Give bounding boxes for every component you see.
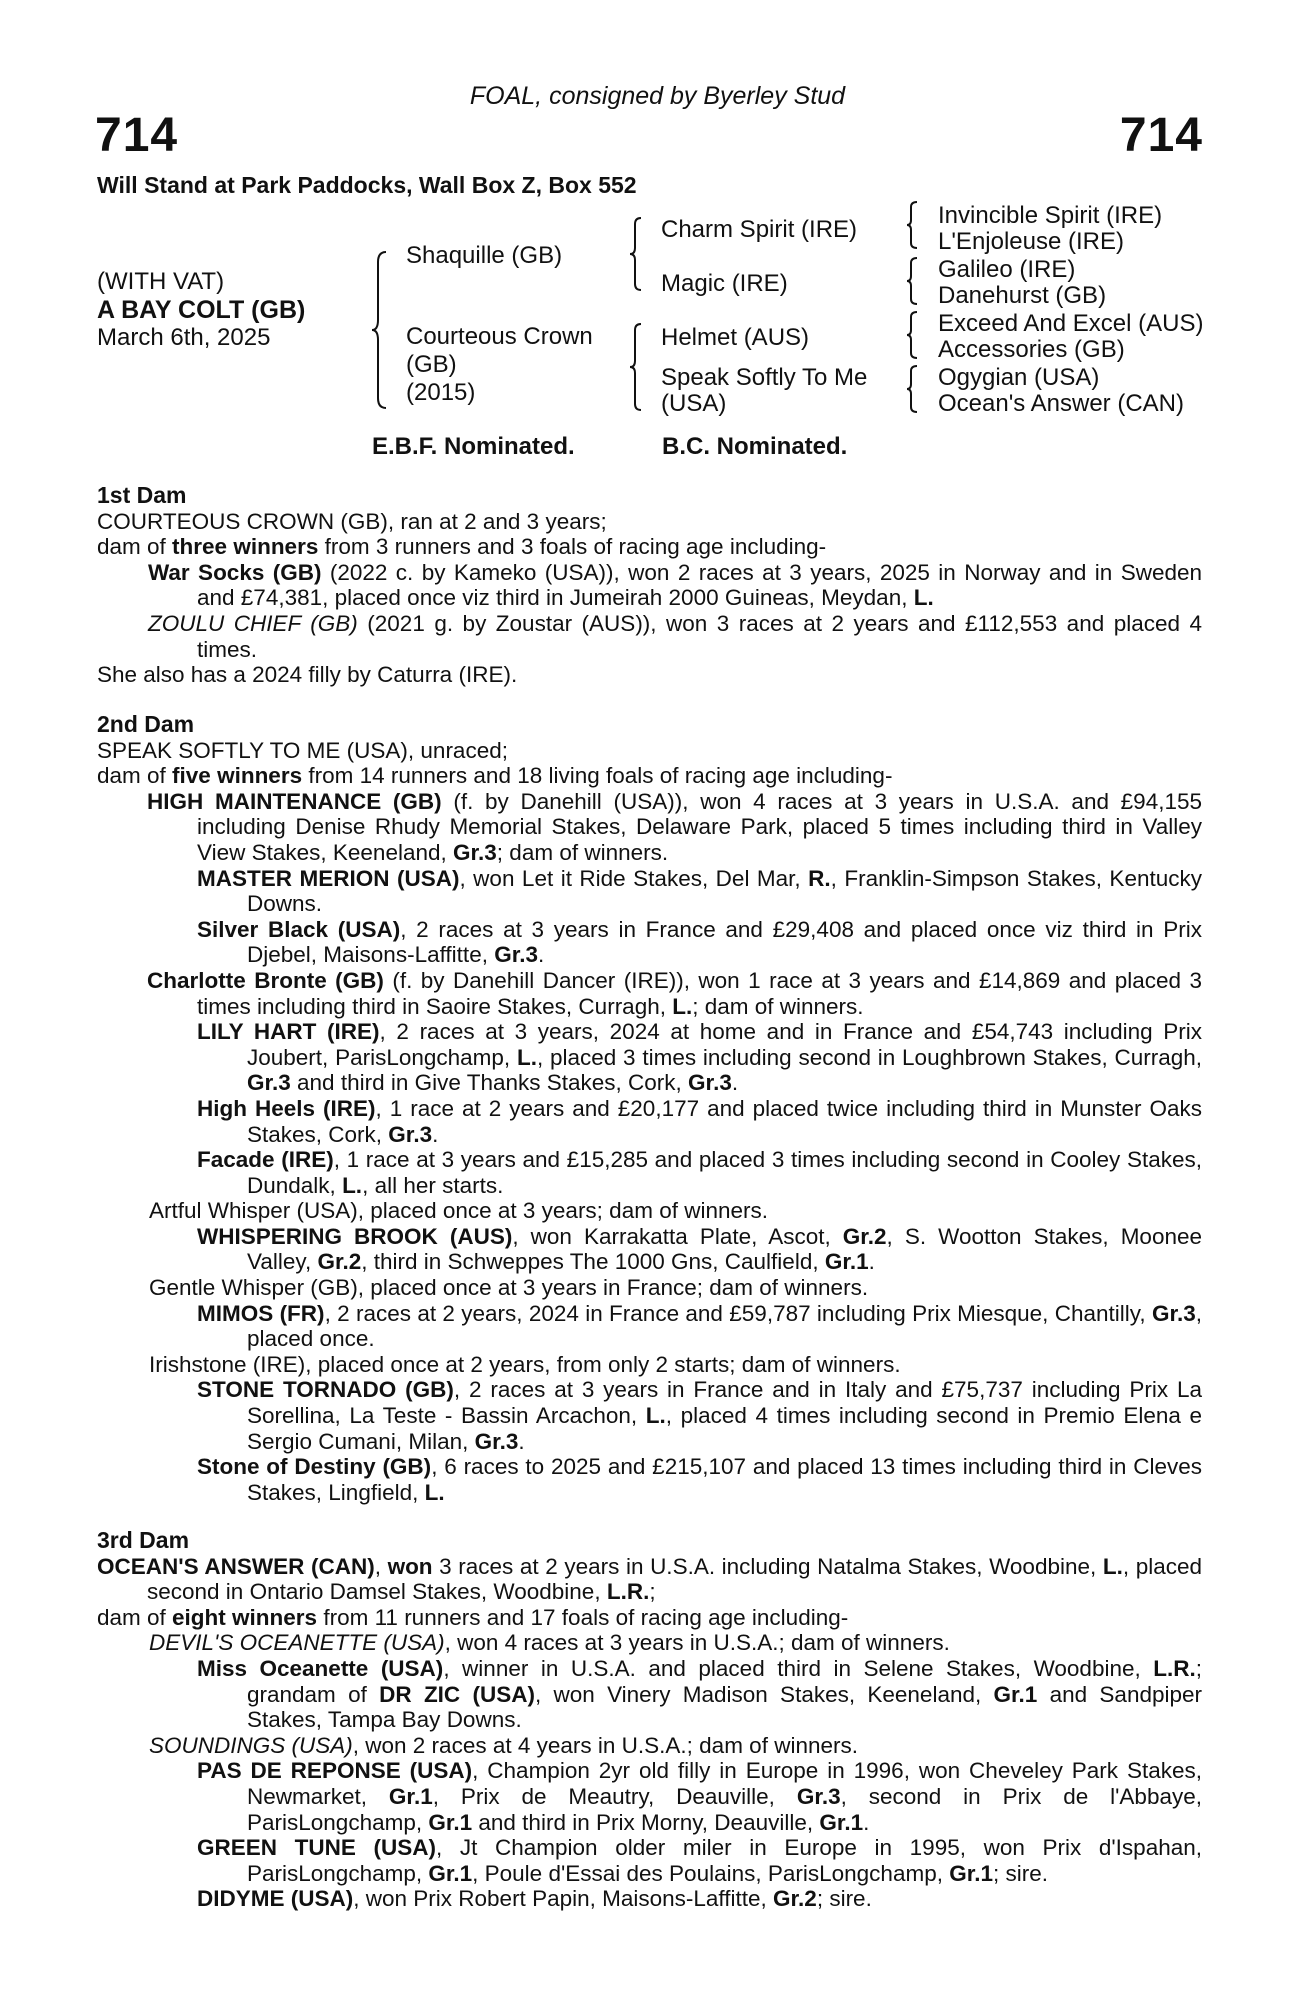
list-item: Stone of Destiny (GB), 6 races to 2025 and £215,107 and placed 13 times including third in Cleves Stakes, Lingfield, L. xyxy=(197,1454,1202,1505)
pedigree-dds: Ogygian (USA) xyxy=(938,364,1100,391)
list-item: Facade (IRE), 1 race at 3 years and £15,285 and placed 3 times including second in Cooley Stakes, Dundalk, L., all her starts. xyxy=(197,1147,1202,1198)
pedigree-sds: Galileo (IRE) xyxy=(938,256,1076,283)
pedigree-sire: Shaquille (GB) xyxy=(406,242,563,269)
first-dam-section xyxy=(97,483,1202,688)
pedigree-brace-dd xyxy=(905,364,919,414)
second-dam-section xyxy=(97,712,1202,1505)
vat-note: (WITH VAT) xyxy=(97,268,225,295)
third-dam-name: OCEAN'S ANSWER (CAN), won 3 races at 2 years in U.S.A. including Natalma Stakes, Woodbine, L., placed second in Ontario Damsel Stakes, Woodbine, L.R.; xyxy=(97,1553,1202,1605)
list-item: GREEN TUNE (USA), Jt Champion older miler in Europe in 1995, won Prix d'Ispahan, ParisLongchamp, Gr.1, Poule d'Essai des Poulains, ParisLongchamp, Gr.1; sire. xyxy=(197,1835,1203,1886)
pedigree-brace-dam xyxy=(628,322,644,412)
pedigree-dam-sire: Helmet (AUS) xyxy=(661,324,810,351)
list-item: WHISPERING BROOK (AUS), won Karrakatta Plate, Ascot, Gr.2, S. Wootton Stakes, Moonee Valley, Gr.2, third in Schweppes The 1000 Gns, Caulfield, Gr.1. xyxy=(197,1223,1202,1275)
pedigree-sire-sire: Charm Spirit (IRE) xyxy=(661,216,858,243)
list-item: PAS DE REPONSE (USA), Champion 2yr old filly in Europe in 1996, won Cheveley Park Stakes, Newmarket, Gr.1, Prix de Meautry, Deauville, Gr.3, second in Prix de l'Abbaye, ParisLongchamp, Gr.1 and third in Prix Morny, Deauville, Gr.1. xyxy=(197,1758,1202,1835)
first-dam-heading: 1st Dam xyxy=(97,482,187,508)
pedigree-ssd: L'Enjoleuse (IRE) xyxy=(938,228,1124,255)
list-item: Artful Whisper (USA), placed once at 3 years; dam of winners. xyxy=(149,1198,769,1224)
first-dam-name: COURTEOUS CROWN (GB), ran at 2 and 3 years; xyxy=(97,508,607,534)
pedigree-dam-dam-line2: (USA) xyxy=(661,390,727,417)
pedigree-dam-line3: (2015) xyxy=(406,379,476,406)
pedigree-ddd: Ocean's Answer (CAN) xyxy=(938,390,1184,417)
list-item: War Socks (GB) (2022 c. by Kameko (USA)), won 2 races at 3 years, 2025 in Norway and in Sweden and £74,381, placed once viz third in Jumeirah 2000 Guineas, Meydan, L. xyxy=(148,559,1203,611)
list-item: HIGH MAINTENANCE (GB) (f. by Danehill (USA)), won 4 races at 3 years in U.S.A. and £94,155 including Denise Rhudy Memorial Stakes, Delaware Park, placed 5 times including third in Valley View Stakes, Keeneland, Gr.3; dam of winners. xyxy=(147,788,1203,865)
list-item: ZOULU CHIEF (GB) (2021 g. by Zoustar (AUS)), won 3 races at 2 years and £112,553 and placed 4 times. xyxy=(148,610,1202,662)
second-dam-name: SPEAK SOFTLY TO ME (USA), unraced; xyxy=(97,737,508,763)
pedigree-sire-dam: Magic (IRE) xyxy=(661,270,788,297)
pedigree-brace-ds xyxy=(905,310,919,360)
pedigree-brace-sd xyxy=(905,256,919,306)
third-dam-produce: dam of eight winners from 11 runners and 17 foals of racing age including- xyxy=(97,1604,849,1630)
horse-dob: March 6th, 2025 xyxy=(97,324,271,351)
lot-number-right: 714 xyxy=(1119,109,1203,162)
bc-nominated: B.C. Nominated. xyxy=(662,433,848,460)
first-dam-other-produce: She also has a 2024 filly by Caturra (IRE). xyxy=(97,662,518,688)
pedigree-brace-sire xyxy=(628,216,644,292)
second-dam-heading: 2nd Dam xyxy=(97,711,195,737)
list-item: Silver Black (USA), 2 races at 3 years in France and £29,408 and placed once viz third in Prix Djebel, Maisons-Laffitte, Gr.3. xyxy=(197,916,1202,968)
pedigree-dam-dam-line1: Speak Softly To Me xyxy=(661,364,868,391)
ebf-nominated: E.B.F. Nominated. xyxy=(372,433,575,460)
pedigree-brace-ss xyxy=(905,200,919,250)
list-item: MASTER MERION (USA), won Let it Ride Stakes, Del Mar, R., Franklin-Simpson Stakes, Kentucky Downs. xyxy=(197,865,1202,917)
list-item: MIMOS (FR), 2 races at 2 years, 2024 in France and £59,787 including Prix Miesque, Chantilly, Gr.3, placed once. xyxy=(197,1300,1203,1352)
list-item: High Heels (IRE), 1 race at 2 years and £20,177 and placed twice including third in Munster Oaks Stakes, Cork, Gr.3. xyxy=(197,1095,1202,1147)
list-item: LILY HART (IRE), 2 races at 3 years, 2024 at home and in France and £54,743 including Prix Joubert, ParisLongchamp, L., placed 3 times including second in Loughbrown Stakes, Curragh, Gr.3 and third in Give Thanks Stakes, Cork, Gr.3. xyxy=(197,1019,1203,1096)
stand-location: Will Stand at Park Paddocks, Wall Box Z, Box 552 xyxy=(97,172,637,198)
pedigree-brace-main xyxy=(370,250,390,410)
pedigree-sdd: Danehurst (GB) xyxy=(938,282,1107,309)
pedigree-dam-line1: Courteous Crown xyxy=(406,323,593,350)
first-dam-produce: dam of three winners from 3 runners and 3 foals of racing age including- xyxy=(97,534,827,560)
consignment-line: FOAL, consigned by Byerley Stud xyxy=(469,82,846,110)
pedigree-dam-line2: (GB) xyxy=(406,351,457,378)
second-dam-produce: dam of five winners from 14 runners and 18 living foals of racing age including- xyxy=(97,763,893,789)
pedigree-sss: Invincible Spirit (IRE) xyxy=(938,202,1163,229)
list-item: Charlotte Bronte (GB) (f. by Danehill Dancer (IRE)), won 1 race at 3 years and £14,869 and placed 3 times including third in Saoire Stakes, Curragh, L.; dam of winners. xyxy=(147,967,1202,1019)
list-item: Irishstone (IRE), placed once at 2 years, from only 2 starts; dam of winners. xyxy=(149,1351,901,1377)
pedigree-dss: Exceed And Excel (AUS) xyxy=(938,310,1204,337)
pedigree-dsd: Accessories (GB) xyxy=(938,336,1125,363)
third-dam-heading: 3rd Dam xyxy=(97,1527,190,1553)
list-item: STONE TORNADO (GB), 2 races at 3 years in France and in Italy and £75,737 including Prix La Sorellina, La Teste - Bassin Arcachon, L., placed 4 times including second in Premio Elena e Sergio Cumani, Milan, Gr.3. xyxy=(197,1377,1203,1454)
lot-number-left: 714 xyxy=(95,109,179,162)
list-item: DEVIL'S OCEANETTE (USA), won 4 races at 3 years in U.S.A.; dam of winners. xyxy=(149,1630,950,1656)
list-item: Gentle Whisper (GB), placed once at 3 years in France; dam of winners. xyxy=(149,1275,869,1301)
third-dam-section xyxy=(97,1528,1202,1912)
list-item: SOUNDINGS (USA), won 2 races at 4 years in U.S.A.; dam of winners. xyxy=(149,1732,858,1758)
list-item: DIDYME (USA), won Prix Robert Papin, Maisons-Laffitte, Gr.2; sire. xyxy=(197,1886,872,1912)
list-item: Miss Oceanette (USA), winner in U.S.A. and placed third in Selene Stakes, Woodbine, L.R.; grandam of DR ZIC (USA), won Vinery Madison Stakes, Keeneland, Gr.1 and Sandpiper Stakes, Tampa Bay Downs. xyxy=(197,1655,1203,1733)
horse-name: A BAY COLT (GB) xyxy=(97,296,306,324)
